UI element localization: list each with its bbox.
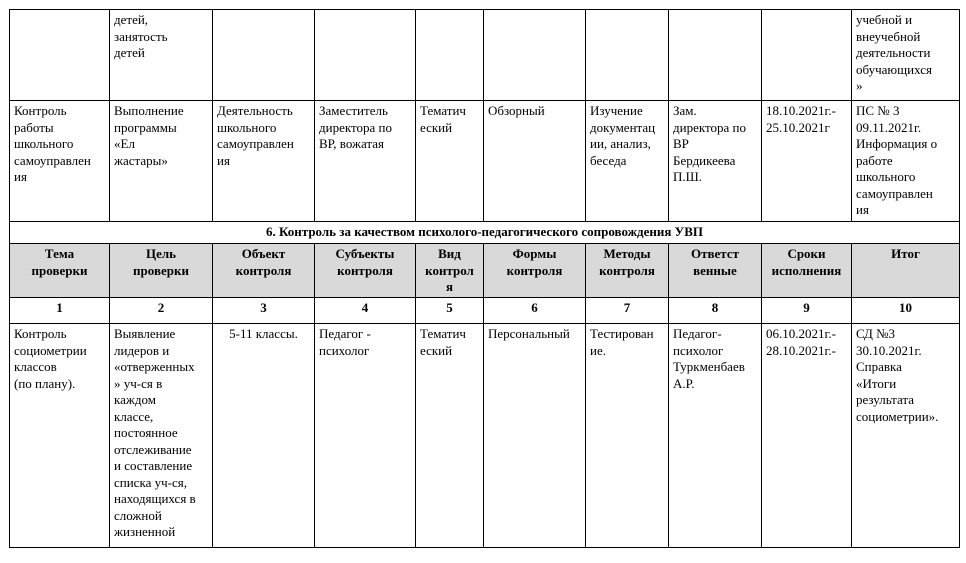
column-number: 9 (762, 298, 852, 324)
cell-type: Тематич еский (416, 324, 484, 548)
column-number: 7 (586, 298, 669, 324)
cell-methods: Тестирован ие. (586, 324, 669, 548)
header-methods: Методы контроля (586, 244, 669, 298)
column-number: 5 (416, 298, 484, 324)
cell-forms: Обзорный (484, 101, 586, 222)
table-header-row (10, 244, 960, 298)
header-goal: Цель проверки (110, 244, 213, 298)
cell-topic (10, 10, 110, 101)
cell-subjects (315, 10, 416, 101)
cell-subjects: Педагог - психолог (315, 324, 416, 548)
column-number: 6 (484, 298, 586, 324)
cell-responsible: Педагог- психолог Туркменбаев А.Р. (669, 324, 762, 548)
section-heading-row (10, 222, 960, 244)
table-row-self-government (10, 101, 960, 222)
cell-result: учебной и внеучебной деятельности обучающихся » (852, 10, 960, 101)
cell-topic: Контроль работы школьного самоуправлен ия (10, 101, 110, 222)
cell-result: ПС № 3 09.11.2021г. Информация о работе школьного самоуправлен ия (852, 101, 960, 222)
cell-forms (484, 10, 586, 101)
cell-responsible (669, 10, 762, 101)
cell-forms: Персональный (484, 324, 586, 548)
cell-result: СД №3 30.10.2021г. Справка «Итоги результата социометрии». (852, 324, 960, 548)
column-number: 2 (110, 298, 213, 324)
header-subjects: Субъекты контроля (315, 244, 416, 298)
cell-goal: детей, занятость детей (110, 10, 213, 101)
control-plan-table (9, 9, 960, 548)
cell-dates: 06.10.2021г.- 28.10.2021г.- (762, 324, 852, 548)
cell-topic: Контроль социометрии классов (по плану). (10, 324, 110, 548)
header-responsible: Ответст венные (669, 244, 762, 298)
cell-methods: Изучение документац ии, анализ, беседа (586, 101, 669, 222)
column-number: 4 (315, 298, 416, 324)
cell-object (213, 10, 315, 101)
column-number: 1 (10, 298, 110, 324)
cell-type: Тематич еский (416, 101, 484, 222)
header-type: Вид контрол я (416, 244, 484, 298)
header-topic: Тема проверки (10, 244, 110, 298)
cell-goal: Выявление лидеров и «отверженных » уч-ся в каждом классе, постоянное отслеживание и составление списка уч-ся, находящихся в сложной жизненной (110, 324, 213, 548)
cell-dates: 18.10.2021г.- 25.10.2021г (762, 101, 852, 222)
cell-dates (762, 10, 852, 101)
table-row-continued (10, 10, 960, 101)
header-forms: Формы контроля (484, 244, 586, 298)
table-row-sociometry (10, 324, 960, 548)
header-result: Итог (852, 244, 960, 298)
cell-object: 5-11 классы. (213, 324, 315, 548)
cell-type (416, 10, 484, 101)
document-page (9, 9, 959, 548)
cell-subjects: Заместитель директора по ВР, вожатая (315, 101, 416, 222)
cell-responsible: Зам. директора по ВР Бердикеева П.Ш. (669, 101, 762, 222)
section-title: 6. Контроль за качеством психолого-педагогического сопровождения УВП (10, 222, 960, 244)
column-number: 3 (213, 298, 315, 324)
column-number: 10 (852, 298, 960, 324)
header-object: Объект контроля (213, 244, 315, 298)
column-number-row (10, 298, 960, 324)
cell-goal: Выполнение программы «Ел жастары» (110, 101, 213, 222)
header-dates: Сроки исполнения (762, 244, 852, 298)
cell-object: Деятельность школьного самоуправлен ия (213, 101, 315, 222)
column-number: 8 (669, 298, 762, 324)
cell-methods (586, 10, 669, 101)
